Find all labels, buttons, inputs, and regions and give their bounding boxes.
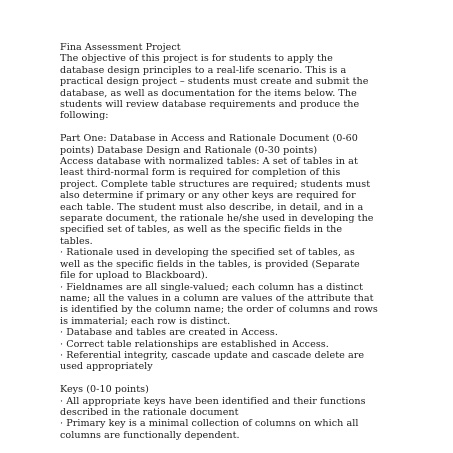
bullet-line: · Referential integrity, cascade update and cascade delete are <box>60 349 365 361</box>
bullet-line: · Rationale used in developing the specified set of tables, as <box>60 247 355 259</box>
part-one-section <box>60 133 420 373</box>
part-one-line: Access database with normalized tables: A set of tables in at <box>60 156 358 168</box>
part-one-heading: points) Database Design and Rationale (0-30 points) <box>60 144 318 156</box>
paragraph-gap <box>60 373 420 384</box>
intro-paragraph <box>60 53 420 121</box>
part-one-line: specified set of tables, as well as the specific fields in the <box>60 224 343 236</box>
document-body <box>60 42 420 441</box>
part-one-line: also determine if primary or any other keys are required for <box>60 190 356 202</box>
bullet-line: file for upload to Blackboard). <box>60 270 208 282</box>
bullet-line: · All appropriate keys have been identified and their functions <box>60 395 366 407</box>
document-title-block <box>60 42 420 53</box>
bullet-line: is immaterial; each row is distinct. <box>60 315 231 327</box>
paragraph-gap <box>60 122 420 133</box>
bullet-line: described in the rationale document <box>60 406 239 418</box>
part-one-line: separate document, the rationale he/she used in developing the <box>60 213 374 225</box>
keys-section <box>60 384 420 441</box>
part-one-line: each table. The student must also describe, in detail, and in a <box>60 201 364 213</box>
bullet-line: name; all the values in a column are values of the attribute that <box>60 292 374 304</box>
keys-heading: Keys (0-10 points) <box>60 384 149 396</box>
bullet-line: used appropriately <box>60 361 153 373</box>
bullet-line: well as the specific fields in the tables, is provided (Separate <box>60 258 360 270</box>
intro-line: database, as well as documentation for the items below. The <box>60 87 357 99</box>
document-title: Fina Assessment Project <box>60 42 181 53</box>
intro-line: students will review database requirements and produce the <box>60 99 360 111</box>
bullet-line: columns are functionally dependent. <box>60 429 240 441</box>
part-one-line: project. Complete table structures are required; students must <box>60 178 371 190</box>
bullet-line: · Fieldnames are all single-valued; each column has a distinct <box>60 281 364 293</box>
bullet-line: · Database and tables are created in Access. <box>60 327 278 339</box>
intro-line: database design principles to a real-life scenario. This is a <box>60 64 347 76</box>
bullet-line: · Correct table relationships are established in Access. <box>60 338 329 350</box>
part-one-heading: Part One: Database in Access and Rationale Document (0-60 <box>60 133 358 145</box>
part-one-line: least third-normal form is required for completion of this <box>60 167 341 179</box>
bullet-line: · Primary key is a minimal collection of columns on which all <box>60 418 359 430</box>
intro-line: following: <box>60 110 109 122</box>
intro-line: practical design project – students must create and submit the <box>60 76 369 88</box>
bullet-line: is identified by the column name; the order of columns and rows <box>60 304 378 316</box>
part-one-line: tables. <box>60 235 93 247</box>
intro-line: The objective of this project is for students to apply the <box>60 53 333 65</box>
